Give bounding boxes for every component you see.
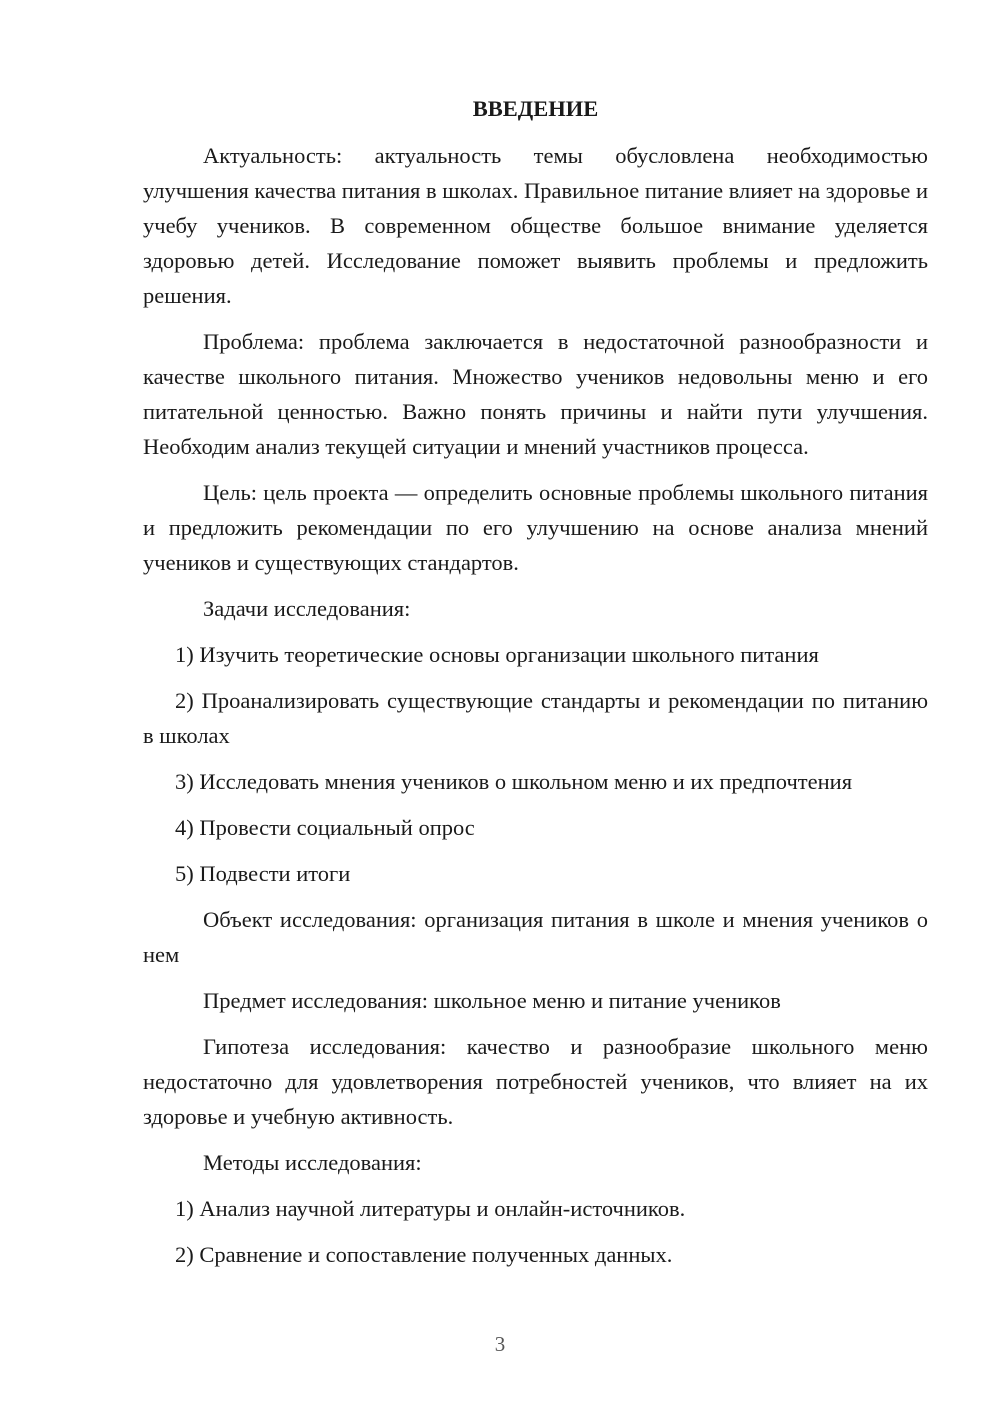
method-item-2: 2) Сравнение и сопоставление полученных данных. [175, 1242, 673, 1267]
page-number: 3 [494, 1332, 506, 1356]
paragraph-relevance: Актуальность: актуальность темы обусловлена необходимостью улучшения качества питания в школах. Правильное питание влияет на здоровье и учебу учеников. В современном обществе большое внимание уделяется здоровью детей. Исследование поможет выявить проблемы и предложить решения. [143, 143, 928, 308]
methods-heading: Методы исследования: [203, 1150, 422, 1175]
task-item-1: 1) Изучить теоретические основы организации школьного питания [175, 642, 819, 667]
paragraph-object: Объект исследования: организация питания в школе и мнения учеников о нем [143, 907, 928, 967]
task-item-3: 3) Исследовать мнения учеников о школьном меню и их предпочтения [175, 769, 853, 794]
document-body [143, 94, 928, 1283]
tasks-heading: Задачи исследования: [203, 596, 411, 621]
paragraph-subject: Предмет исследования: школьное меню и питание учеников [203, 988, 781, 1013]
task-item-2: 2) Проанализировать существующие стандарты и рекомендации по питанию в школах [143, 688, 928, 748]
page-title: ВВЕДЕНИЕ [472, 96, 599, 121]
paragraph-problem: Проблема: проблема заключается в недостаточной разнообразности и качестве школьного питания. Множество учеников недовольны меню и его питательной ценностью. Важно понять причины и найти пути улучшения. Необходим анализ текущей ситуации и мнений участников процесса. [143, 329, 928, 459]
paragraph-hypothesis: Гипотеза исследования: качество и разнообразие школьного меню недостаточно для удовлетворения потребностей учеников, что влияет на их здоровье и учебную активность. [143, 1034, 928, 1129]
method-item-1: 1) Анализ научной литературы и онлайн-источников. [175, 1196, 686, 1221]
task-item-4: 4) Провести социальный опрос [175, 815, 475, 840]
paragraph-goal: Цель: цель проекта — определить основные проблемы школьного питания и предложить рекомендации по его улучшению на основе анализа мнений учеников и существующих стандартов. [143, 480, 928, 575]
task-item-5: 5) Подвести итоги [175, 861, 351, 886]
